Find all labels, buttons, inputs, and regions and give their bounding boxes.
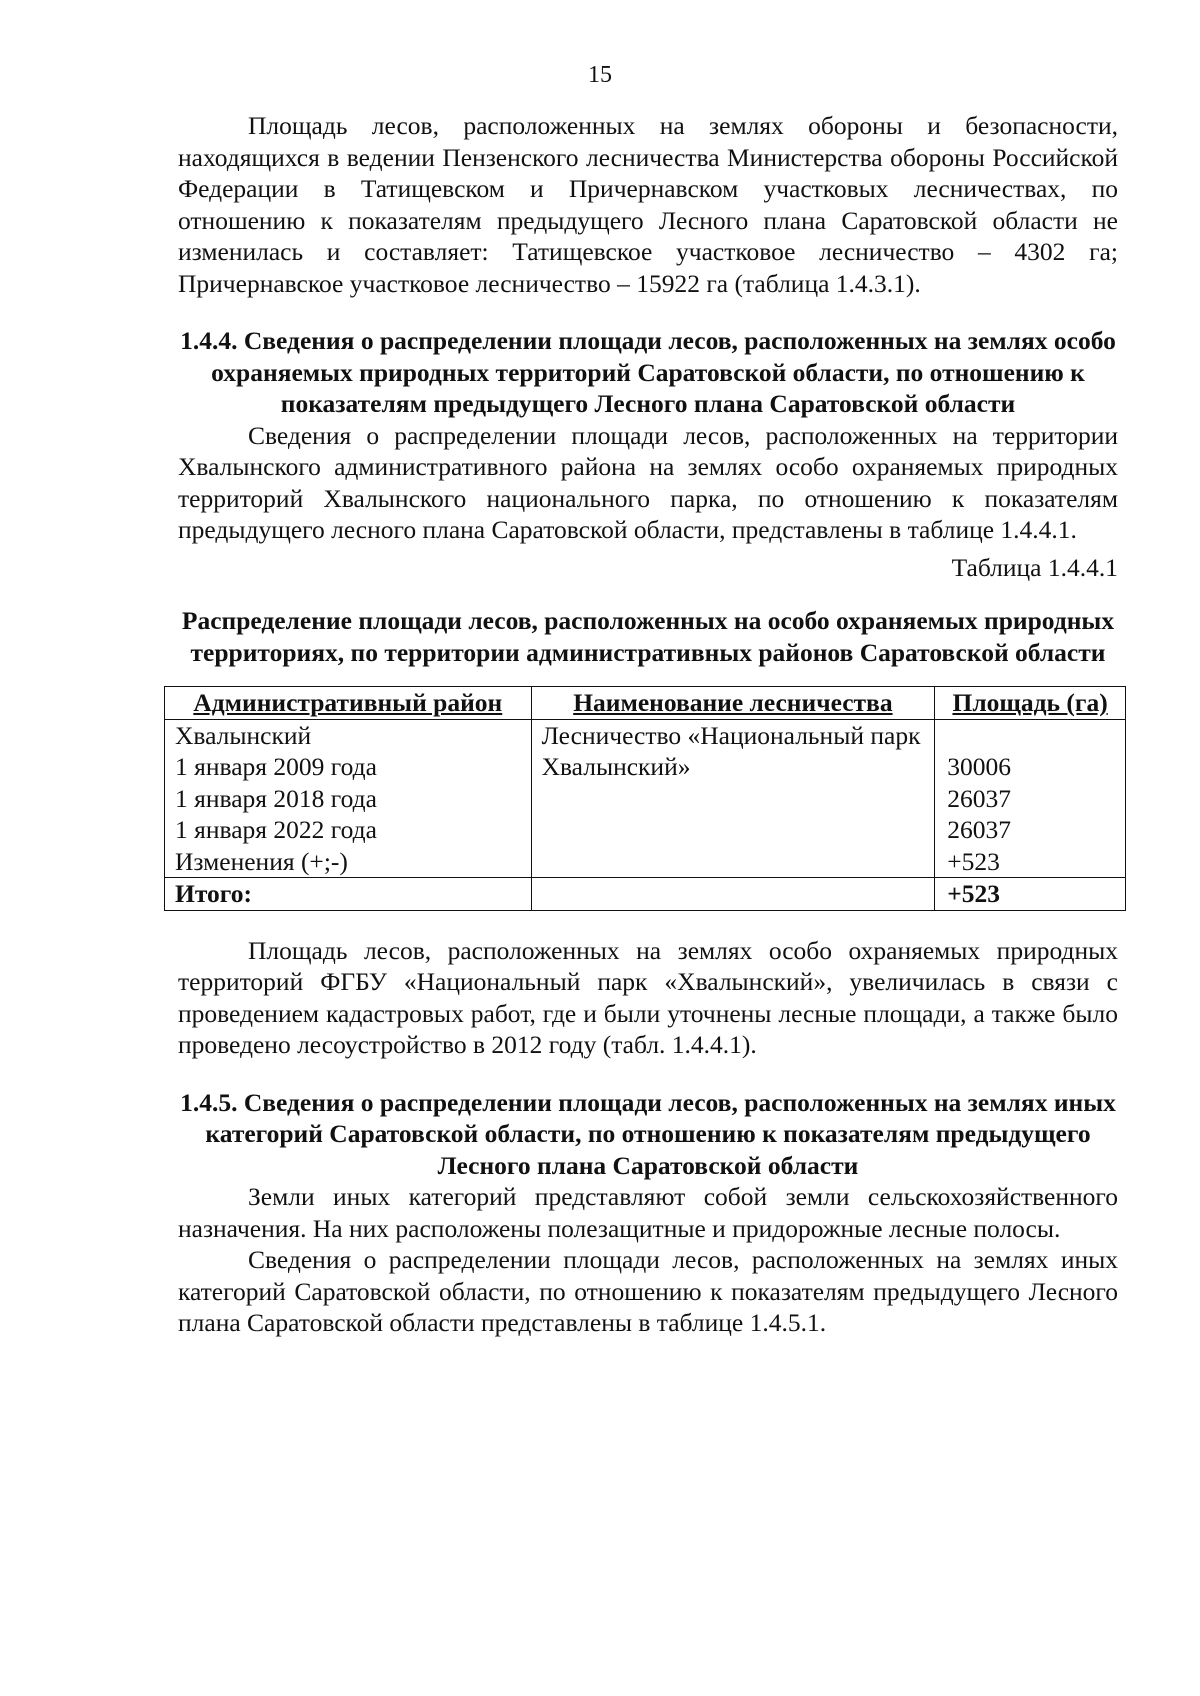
section-1-4-4-after-paragraph: Площадь лесов, расположенных на землях особо охраняемых природных территорий ФГБУ «Национальный парк «Хвалынский», увеличилась в связи с проведением кадастровых работ, где и были уточнены лесные площади, а также было проведено лесоустройство в 2012 году (табл. 1.4.4.1). xyxy=(178,935,1118,1059)
table-title: Распределение площади лесов, расположенных на особо охраняемых природных территориях, по территории административных районов Саратовской области xyxy=(181,606,1115,667)
cell-area-empty xyxy=(935,719,1126,751)
forest-area-table xyxy=(164,686,1126,911)
cell-date: 1 января 2022 года xyxy=(165,814,532,846)
page-content xyxy=(175,110,1118,1339)
cell-value: 26037 xyxy=(935,814,1126,846)
intro-paragraph: Площадь лесов, расположенных на землях обороны и безопасности, находящихся в ведении Пензенского лесничества Министерства обороны Российской Федерации в Татищевском и Причернавском участковых лесничествах, по отношению к показателям предыдущего Лесного плана Саратовской области не изменилась и составляет: Татищевское участковое лесничество – 4302 га; Причернавское участковое лесничество – 15922 га (таблица 1.4.3.1). xyxy=(178,111,1118,298)
cell-change-value: +523 xyxy=(935,846,1126,878)
table-header-row xyxy=(165,687,1126,720)
table-total-row xyxy=(165,878,1126,911)
cell-district: Хвалынский xyxy=(165,719,532,751)
header-district: Административный район xyxy=(165,687,532,720)
section-1-4-4-heading: 1.4.4. Сведения о распределении площади лесов, расположенных на землях особо охраняемых природных территорий Саратовской области, по отношению к показателям предыдущего Лесного плана Саратовской области xyxy=(180,326,1116,418)
cell-forestry: Лесничество «Национальный парк Хвалынский» xyxy=(531,719,935,878)
cell-date: 1 января 2009 года xyxy=(165,751,532,783)
total-label: Итого: xyxy=(165,878,532,911)
total-value: +523 xyxy=(935,878,1126,911)
cell-change-label: Изменения (+;-) xyxy=(165,846,532,878)
section-1-4-5-paragraph-2: Сведения о распределении площади лесов, расположенных на землях иных категорий Саратовской области, по отношению к показателям предыдущего Лесного плана Саратовской области представлены в таблице 1.4.5.1. xyxy=(178,1245,1118,1337)
table-label: Таблица 1.4.4.1 xyxy=(951,552,1118,582)
section-1-4-5-paragraph-1: Земли иных категорий представляют собой земли сельскохозяйственного назначения. На них расположены полезащитные и придорожные лесные полосы. xyxy=(178,1182,1118,1243)
header-area: Площадь (га) xyxy=(935,687,1126,720)
section-1-4-5-heading: 1.4.5. Сведения о распределении площади лесов, расположенных на землях иных категорий Саратовской области, по отношению к показателям предыдущего Лесного плана Саратовской области xyxy=(180,1087,1116,1180)
total-empty xyxy=(531,878,935,911)
section-1-4-4-paragraph: Сведения о распределении площади лесов, расположенных на территории Хвалынского административного района на землях особо охраняемых природных территорий Хвалынского национального парка, по отношению к показателям предыдущего лесного плана Саратовской области, представлены в таблице 1.4.4.1. xyxy=(178,420,1118,544)
header-forestry: Наименование лесничества xyxy=(531,687,935,720)
cell-value: 26037 xyxy=(935,783,1126,815)
page-number: 15 xyxy=(588,62,612,88)
cell-date: 1 января 2018 года xyxy=(165,783,532,815)
cell-value: 30006 xyxy=(935,751,1126,783)
table-row xyxy=(165,719,1126,751)
